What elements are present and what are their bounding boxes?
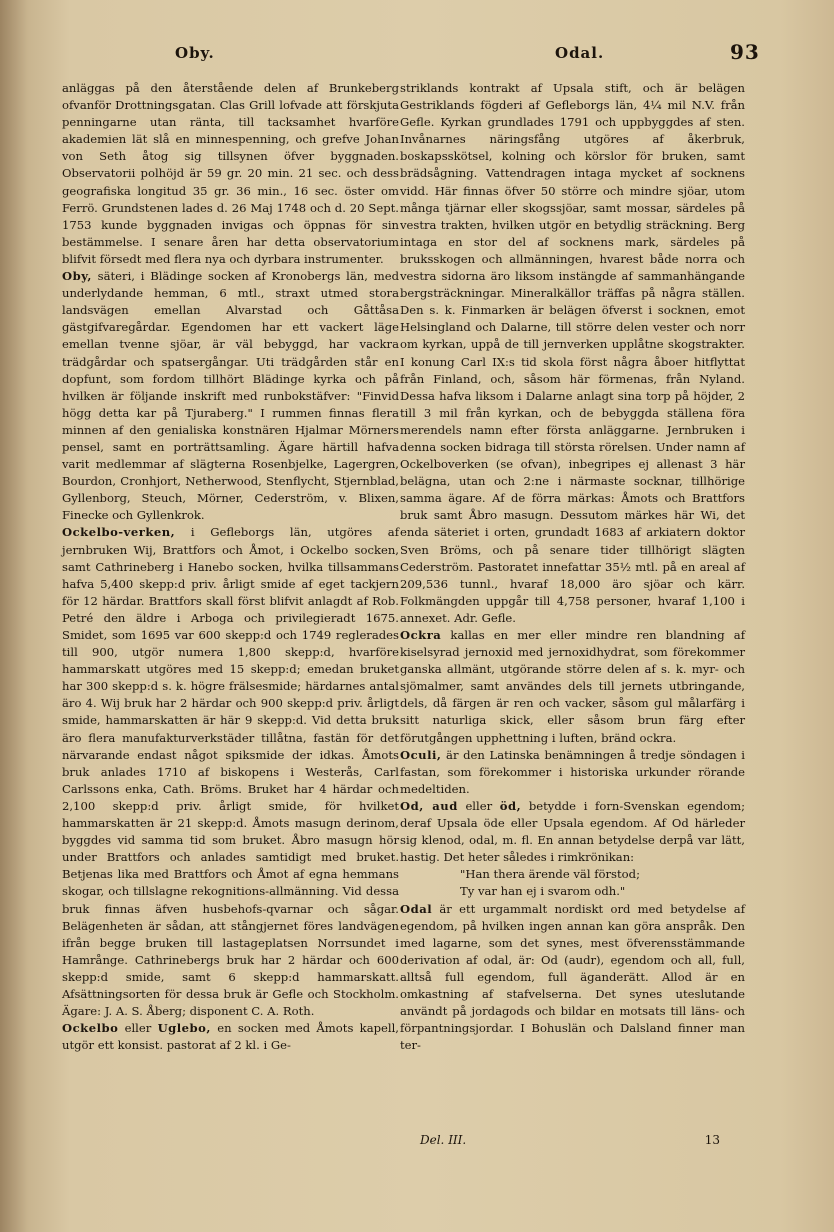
page-number: 93 [730, 40, 760, 64]
headword: Uglebo, [157, 1021, 211, 1036]
headword: Ockra [400, 628, 442, 642]
headword: Ockelbo-verken, [62, 525, 176, 540]
verse-line: "Han thera ärende väl förstod; [460, 867, 640, 882]
right-column [400, 80, 745, 1054]
entry-odal: Odal är ett urgammalt nordiskt ord med betydelse af egendom, på hvilken ingen annan kan göra anspråk. Den med lagarne, som det synes, mest öfverensstämmande derivation af odal, är: Od (audr), egendom och all, full, alltså full egendom, full äganderätt. Allod är en omkastning af stafvelserna. Det synes uteslutande användt på jordagods och bildar en motsats till läns- och förpantningsjordar. I Bohuslän och Dalsland finner man ter- [400, 901, 745, 1053]
headword: Ockelbo [62, 1021, 119, 1036]
left-column [62, 80, 399, 1054]
verse-line: Ty var han ej i svarom odh." [460, 884, 626, 899]
page-footer [400, 1133, 720, 1147]
paragraph: anläggas på den återstående delen af Brunkeberg ofvanför Drottningsgatan. Clas Grill lofvade att förskjuta penningarne utan ränta, till tacksamhet hvarföre akademien lät slå en minnespenning, och grefve Johan von Seth åtog sig tillsynen öfver byggnaden. Observatorii polhöjd är 59 gr. 20 min. 21 sec. och dess geografiska longitud 35 gr. 36 min., 16 sec. öster om Ferrö. Grundstenen lades d. 26 Maj 1748 och d. 20 Sept. 1753 kunde byggnaden invigas och öppnas för sin bestämmelse. I senare åren har detta observatorium blifvit försedt med flera nya och dyrbara instrumenter. [62, 81, 399, 266]
headword: Oby, [62, 269, 92, 284]
running-head-right: Odal. [555, 44, 605, 62]
entry-od: Od, aud eller öd, betydde i forn-Svenskan egendom; deraf Upsala öde eller Upsala egendom. Af Od härleder sig klenod, odal, m. fl. En annan betydelse derpå var lätt, hastig. Det heter således i rimkrönikan: [400, 798, 745, 865]
entry-ockra: Ockra kallas en mer eller mindre ren blandning af kiselsyrad jernoxid med jernoxidhydrat, som förekommer ganska allmänt, utgörande större delen af s. k. myr- och sjömalmer, samt användes dels till jernets utbringande, dels, då färgen är ren och vacker, såsom gul målarfärg i sitt naturliga skick, eller såsom brun färg efter förutgången upphettning i luften, bränd ockra. [400, 628, 745, 745]
headword: Od, aud [400, 798, 458, 813]
headword: Oculi, [400, 747, 442, 762]
entry-ockelbo: Ockelbo eller Uglebo, en socken med Åmots kapell, utgör ett konsist. pastorat af 2 kl. i Ge- [62, 1021, 399, 1053]
entry-ockelbo-verken: Ockelbo-verken, i Gefleborgs län, utgöres af jernbruken Wij, Brattfors och Åmot, i Ockelbo socken, samt Cathrineberg i Hanebo socken, hvilka tillsammans hafva 5,400 skepp:d priv. årligt smide af eget tackjern för 12 härdar. Brattfors skall först blifvit anlagdt af Rob. Petré den äldre i Arboga och privilegieradt 1675. Smidet, som 1695 var 600 skepp:d och 1749 reglerades till 900, utgör numera 1,800 skepp:d, hvarföre hammarskatt utgöres med 15 skepp:d; emedan bruket har 300 skepp:d s. k. högre frälsesmide; härdarnes antal äro 4. Wij bruk har 2 härdar och 900 skepp:d priv. årligt smide, hammarskatten är här 9 skepp:d. Vid detta bruk äro flera manufakturverkstäder tillåtna, fastän för det närvarande endast något spiksmide der idkas. Åmots bruk anlades 1710 af biskopens i Westerås, Carl Carlssons enka, Cath. Bröms. Bruket har 4 härdar och 2,100 skepp:d priv. årligt smide, för hvilket hammarskatten är 21 skepp:d. Åmots masugn derinom, byggdes vid samma tid som bruket. Åbro masugn hör under Brattfors och anlades samtidigt med bruket. Betjenas lika med Brattfors och Åmot af egna hemmans skogar, och tillslagne rekognitions-allmänning. Vid dessa bruk finnas äfven husbehofs-qvarnar och sågar. Belägenheten är sådan, att stångjernet föres landvägen ifrån begge bruken till lastageplatsen Norrsundet i Hamrånge. Cathrinebergs bruk har 2 härdar och 600 skepp:d smide, samt 6 skepp:d hammarskatt. Afsättningsorten för dessa bruk är Gefle och Stockholm. Ägare: J. A. S. Åberg; disponent C. A. Roth. [62, 525, 399, 1019]
volume-signature: Del. III. [420, 1133, 467, 1147]
entry-oby: Oby, säteri, i Blädinge socken af Kronobergs län, med underlydande hemman, 6 mtl., straxt utmed stora landsvägen emellan Alvarstad och Gåttåsa gästgifvaregårdar. Egendomen har ett vackert läge emellan tvenne sjöar, är väl bebyggd, har vackra trädgårdar och spatsergångar. Uti trädgården står en dopfunt, som fordom tillhört Blädinge kyrka och på hvilken är följande inskrift med runbokstäfver: "Finvid högg detta kar på Tjuraberg." I rummen finnas flera minnen af den genialiska konstnären Hjalmar Mörners pensel, samt en porträttsamling. Ägare härtill hafva varit medlemmar af slägterna Rosenbjelke, Lagergren, Bourdon, Cronhjort, Netherwood, Stenflycht, Stjernblad, Gyllenborg, Steuch, Mörner, Cederström, v. Blixen, Finecke och Gyllenkrok. [62, 269, 399, 523]
entry-oculi: Oculi, är den Latinska benämningen å tredje söndagen i fastan, som förekommer i historiska urkunder rörande medeltiden. [400, 747, 745, 796]
paragraph: striklands kontrakt af Upsala stift, och är belägen Gestriklands fögderi af Gefleborgs län, 4¼ mil N.V. från Gefle. Kyrkan grundlades 1791 och uppbyggdes af sten. Invånarnes näringsfång utgöres af åkerbruk, boskapsskötsel, kolning och körslor för bruken, samt brädsågning. Vattendragen intaga mycket af socknens vidd. Här finnas öfver 50 större och mindre sjöar, utom många tjärnar eller skogssjöar, samt mossar, särdeles på vestra trakten, hvilken utgör en betydlig sträckning. Berg intaga en stor del af socknens mark, särdeles på bruksskogen och allmänningen, hvarest både norra och vestra sidorna äro liksom instängde af sammanhängande bergsträckningar. Mineralkällor träffas på några ställen. Den s. k. Finmarken är belägen öfverst i socknen, emot Helsingland och Dalarne, till större delen vester och norr om kyrkan, uppå de till jernverken upplåtne skogstrakter. I konung Carl IX:s tid skola först några åboer hitflyttat från Finland, och, såsom här förmenas, från Nyland. Dessa hafva liksom i Dalarne anlagt sina torp på höjder, 2 till 3 mil från kyrkan, och de bebyggda ställena föra merendels namn efter första anläggarne. Jernbruken i denna socken bidraga till största rörelsen. Under namn af Ockelboverken (se ofvan), inbegripes ej allenast 3 här belägna, utan och 2:ne i närmaste socknar, tillhörige samma ägare. Af de förra märkas: Åmots och Brattfors bruk samt Åbro masugn. Dessutom märkes här Wi, det enda säteriet i orten, grundadt 1683 af arkiatern doktor Sven Bröms, och på senare tider tillhörigt slägten Cederström. Pastoratet innefattar 35½ mtl. på en areal af 209,536 tunnl., hvaraf 18,000 äro sjöar och kärr. Folkmängden uppgår till 4,758 personer, hvaraf 1,100 i annexet. Adr. Gefle. [400, 81, 745, 625]
headword: öd, [499, 798, 522, 813]
headword: Odal [400, 901, 433, 916]
running-head-left: Oby. [175, 44, 215, 62]
sheet-number: 13 [704, 1133, 720, 1147]
